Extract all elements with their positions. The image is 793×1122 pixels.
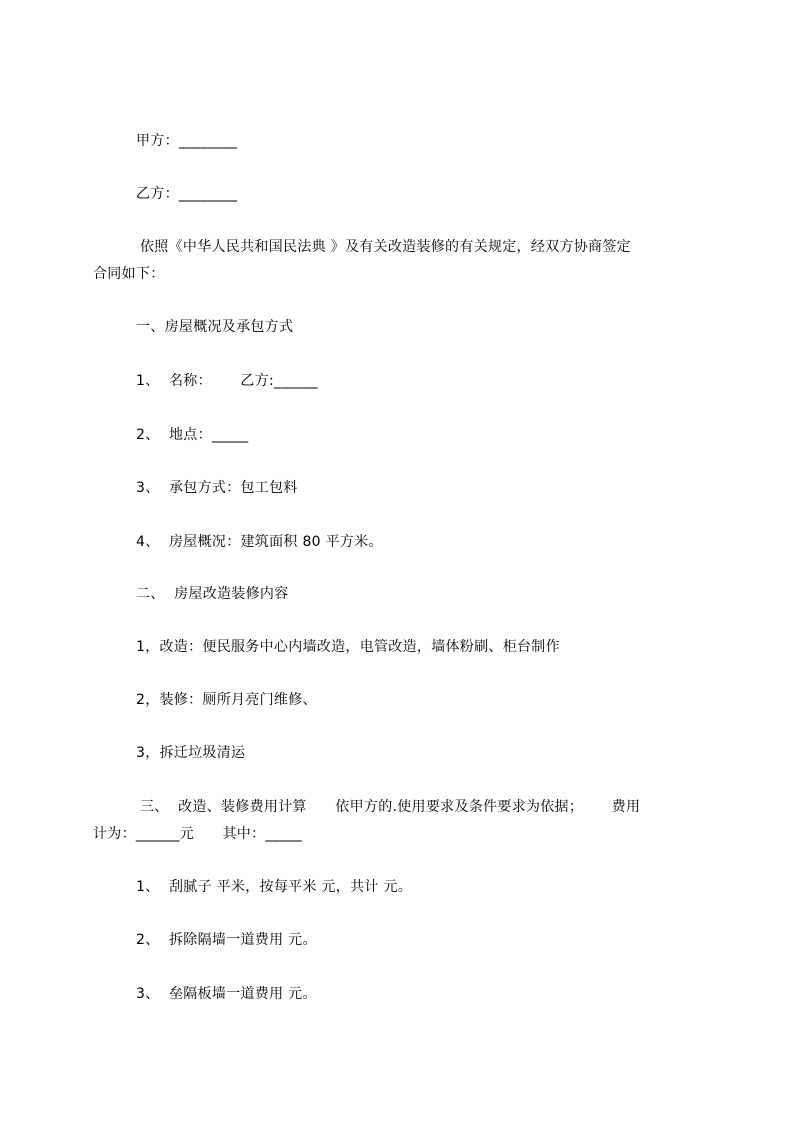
intro-line-2: 合同如下：: [93, 266, 165, 282]
section-2-item-2: 2，装修：厕所月亮门维修、: [136, 692, 317, 708]
party-b-line: 乙方：________: [136, 186, 238, 202]
section-2-item-3: 3，拆迁垃圾清运: [136, 745, 246, 761]
party-a-line: 甲方：________: [136, 133, 238, 149]
section-3-heading-line-1: 三、 改造、装修费用计算 依甲方的.使用要求及条件要求为依据； 费用: [140, 799, 641, 815]
section-3-heading-line-2: 计为：______元 其中：_____: [93, 826, 302, 842]
section-3-item-3: 3、 垒隔板墙一道费用 元。: [136, 986, 317, 1002]
section-1-heading: 一、房屋概况及承包方式: [136, 319, 294, 335]
section-1-item-4: 4、 房屋概况：建筑面积 80 平方米。: [136, 534, 383, 550]
section-2-item-1: 1，改造：便民服务中心内墙改造，电管改造，墙体粉刷、柜台制作: [136, 639, 560, 655]
section-1-item-2: 2、 地点：_____: [136, 427, 249, 443]
section-1-item-1: 1、 名称： 乙方:______: [136, 373, 318, 389]
section-3-item-2: 2、 拆除隔墙一道费用 元。: [136, 932, 317, 948]
section-2-heading: 二、 房屋改造装修内容: [136, 586, 289, 602]
intro-line-1: 依照《中华人民共和国民法典 》及有关改造装修的有关规定，经双方协商签定: [140, 239, 631, 255]
section-1-item-3: 3、 承包方式：包工包料: [136, 480, 298, 496]
section-3-item-1: 1、 刮腻子 平米，按每平米 元，共计 元。: [136, 879, 413, 895]
